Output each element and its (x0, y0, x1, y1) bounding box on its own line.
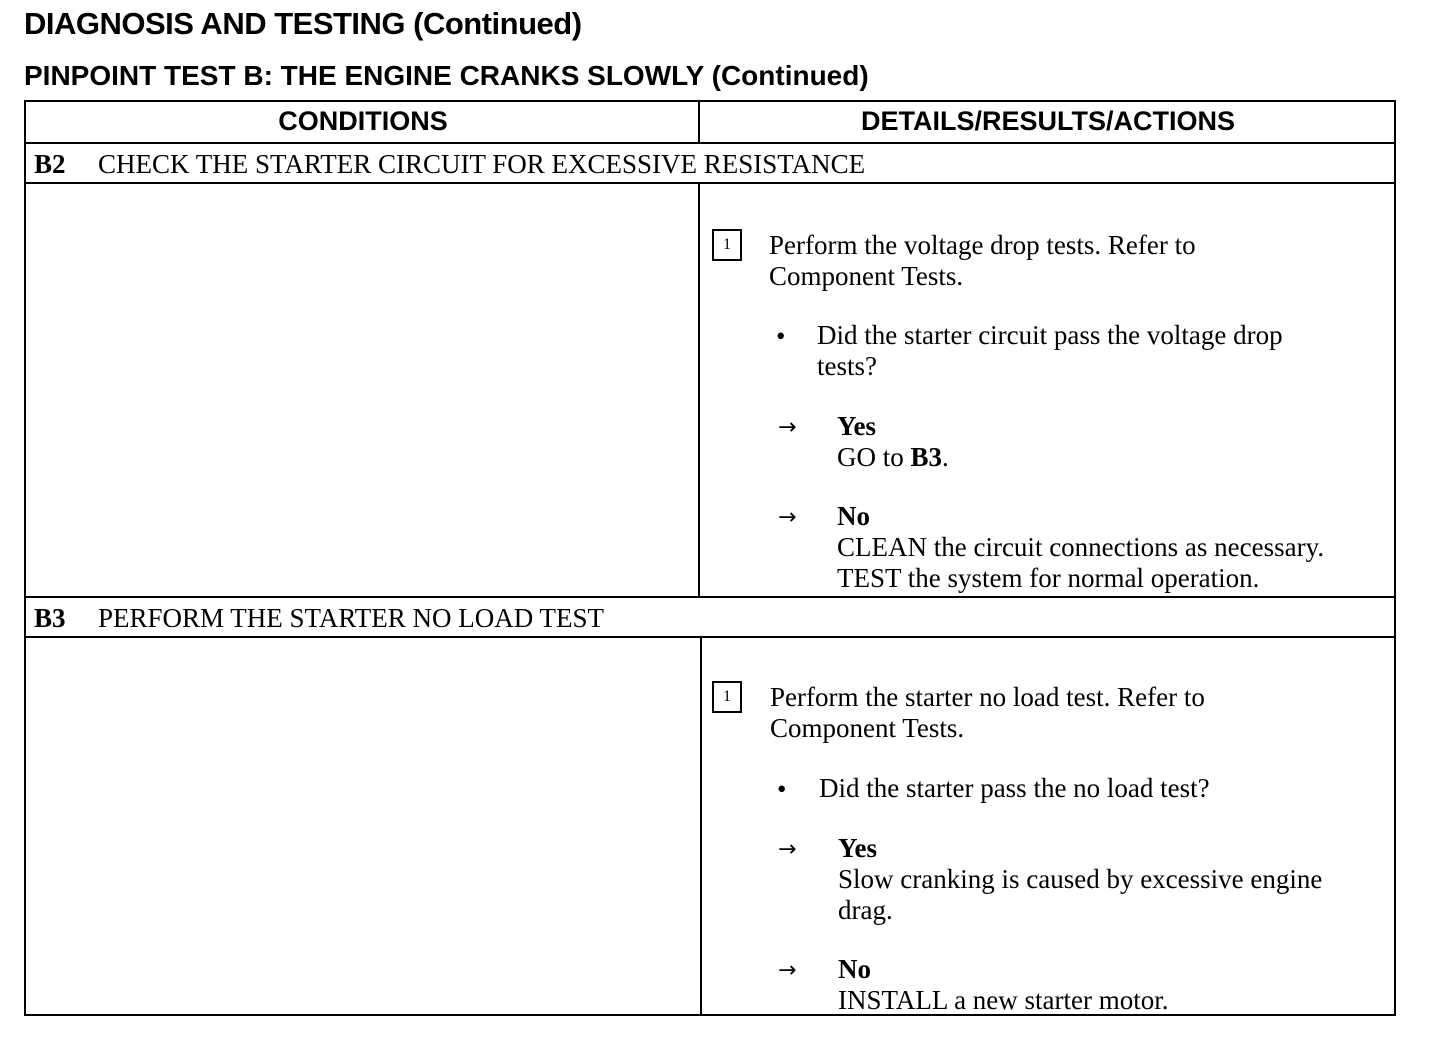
step-b2-no-line2: TEST the system for normal operation. (837, 563, 1260, 593)
step-b2-title: CHECK THE STARTER CIRCUIT FOR EXCESSIVE RESISTANCE (98, 149, 866, 179)
header-divider (26, 142, 1394, 144)
step-b2-yes-text-post: . (942, 442, 949, 472)
step-b3-title: PERFORM THE STARTER NO LOAD TEST (98, 603, 605, 633)
step-b2-id: B2 (34, 149, 66, 179)
step-b3-no-line1: INSTALL a new starter motor. (838, 985, 1169, 1015)
step-b3-yes-label: Yes (838, 833, 877, 863)
pinpoint-test-table (24, 100, 1396, 1016)
step-b3-id: B3 (34, 603, 66, 633)
step-b2-yes-result (837, 411, 949, 473)
step-b3-no-label: No (838, 954, 871, 984)
step-b3-no-arrow-icon: → (778, 958, 797, 983)
b2-end-divider (26, 596, 1394, 598)
b3-column-divider (700, 636, 702, 1016)
step-b3-action-line1: Perform the starter no load test. Refer to (770, 682, 1205, 712)
step-b2-goto-step: B3 (910, 442, 943, 472)
step-b3-no-result (838, 954, 1169, 1016)
step-b2-title-row (34, 149, 865, 180)
step-b3-question-line1: Did the starter pass the no load test? (819, 773, 1210, 803)
b3-title-divider (26, 636, 1394, 638)
step-b3-action-number-box: 1 (712, 681, 742, 713)
step-b3-action-line2: Component Tests. (770, 713, 965, 743)
step-b3-yes-result (838, 833, 1322, 926)
step-b3-question (819, 773, 1210, 804)
step-b2-action-line1: Perform the voltage drop tests. Refer to (769, 230, 1196, 260)
step-b2-action (769, 230, 1196, 292)
step-b3-title-row (34, 603, 604, 634)
step-b2-yes-arrow-icon: → (778, 415, 797, 440)
step-b3-bullet: • (777, 774, 787, 804)
b2-column-divider (698, 182, 700, 596)
step-b2-action-line2: Component Tests. (769, 261, 964, 291)
document-title: DIAGNOSIS AND TESTING (Continued) (24, 6, 582, 41)
step-b2-no-arrow-icon: → (778, 505, 797, 530)
step-b2-action-number-box: 1 (712, 229, 742, 261)
step-b2-question-line1: Did the starter circuit pass the voltage drop (817, 320, 1283, 350)
step-b2-no-label: No (837, 501, 870, 531)
step-b2-no-result (837, 501, 1324, 594)
step-b2-question-line2: tests? (817, 351, 877, 381)
step-b2-no-line1: CLEAN the circuit connections as necessary. (837, 532, 1325, 562)
header-column-divider (698, 102, 700, 142)
step-b3-yes-line2: drag. (838, 895, 893, 925)
step-b3-yes-arrow-icon: → (778, 837, 797, 862)
step-b2-question (817, 320, 1283, 382)
details-column-header: DETAILS/RESULTS/ACTIONS (860, 106, 1235, 136)
conditions-column-header: CONDITIONS (278, 106, 448, 136)
step-b2-yes-label: Yes (837, 411, 876, 441)
step-b2-yes-text-pre: GO to (837, 442, 911, 472)
step-b2-yes-text (837, 442, 949, 473)
step-b3-action (770, 682, 1205, 744)
b2-title-divider (26, 182, 1394, 184)
step-b2-bullet: • (776, 321, 786, 351)
pinpoint-test-title: PINPOINT TEST B: THE ENGINE CRANKS SLOWLY (Continued) (24, 60, 869, 91)
step-b3-yes-line1: Slow cranking is caused by excessive engine (838, 864, 1323, 894)
